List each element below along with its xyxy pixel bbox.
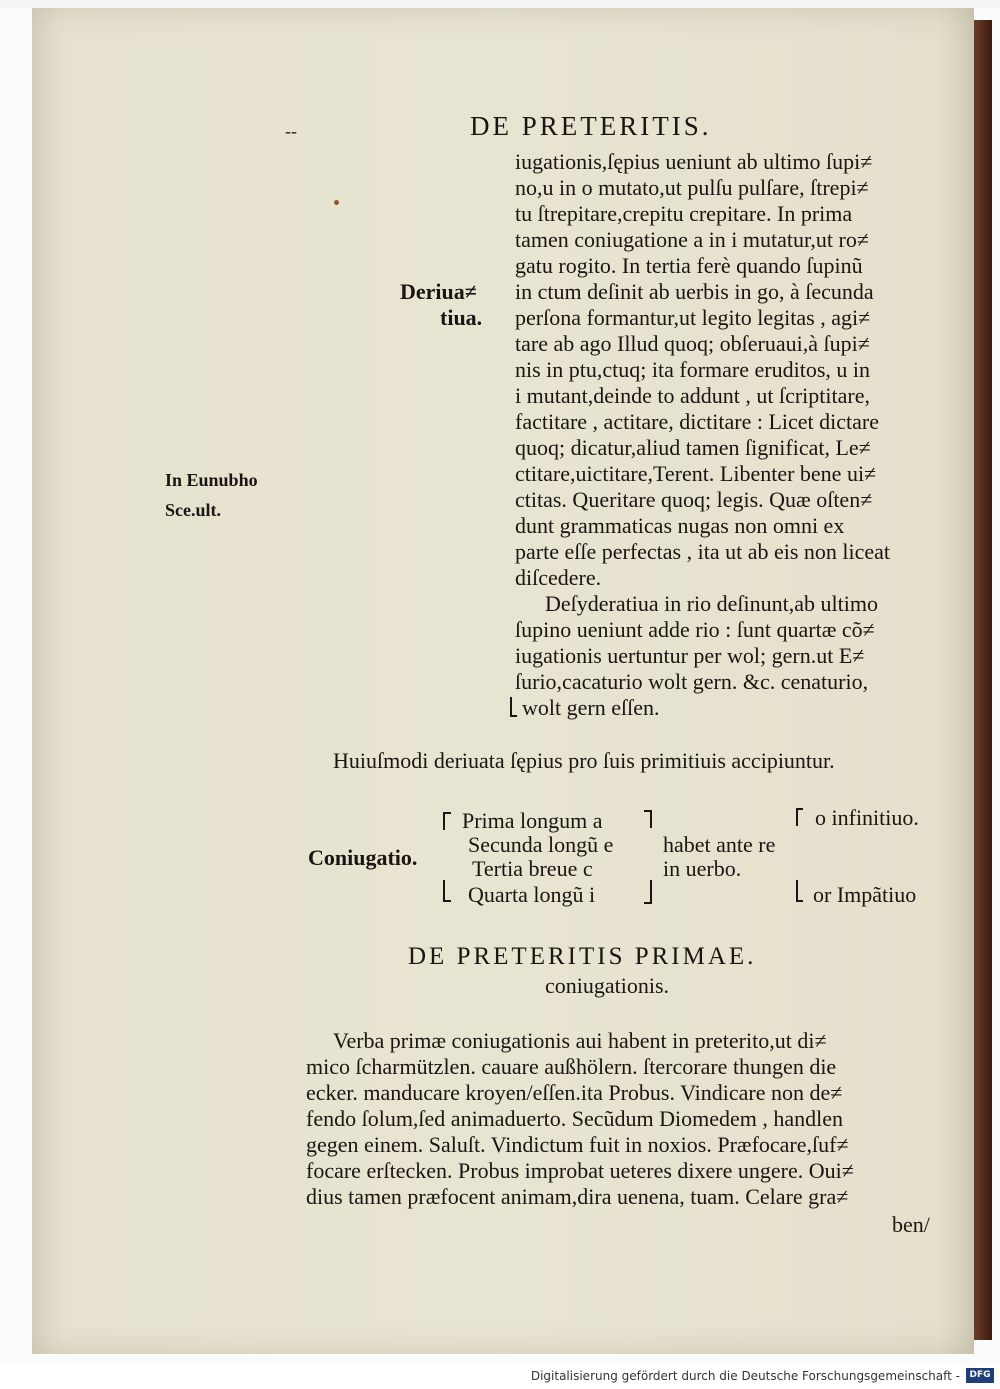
section-line: mico ſcharmützlen. cauare außhölern. ſtercorare thungen die: [306, 1054, 837, 1079]
margin-note-deriuatiua-2: tiua.: [440, 305, 483, 330]
conjugation-row: Tertia breue c: [472, 856, 593, 881]
conjugation-row: Prima longum a: [462, 808, 603, 833]
body-line: wolt gern eſſen.: [522, 695, 660, 720]
book-spine-edge: [974, 20, 992, 1340]
body-line: tamen coniugatione a in i mutatur,ut ro≠: [515, 227, 869, 252]
body-line: iugationis,ſępius ueniunt ab ultimo ſupi≠: [515, 149, 873, 174]
body-line: no,u in o mutato,ut pulſu pulſare, ſtrepi≠: [515, 175, 869, 200]
body-line: ctitare,uictitare,Terent. Libenter bene ui≠: [515, 461, 877, 486]
body-line: factitare , actitare, dictitare : Licet dictare: [515, 409, 879, 434]
right-bracket-bottom: [796, 880, 803, 902]
body-line: dunt grammaticas nugas non omni ex: [515, 513, 845, 538]
body-line: iugationis uertuntur per wol; gern.ut E≠: [515, 643, 865, 668]
scan-top-border: [0, 0, 1000, 8]
body-line: i mutant,deinde to addunt , ut ſcriptitare,: [515, 383, 870, 408]
section-line: ecker. manducare kroyen/eſſen.ita Probus. Vindicare non de≠: [306, 1080, 843, 1105]
margin-note-deriuatiua-1: Deriua≠: [400, 279, 477, 304]
digitization-footer: [0, 1364, 1000, 1389]
conjugation-row: Quarta longũ i: [468, 882, 596, 907]
body-line: parte eſſe perfectas , ita ut ab eis non liceat: [515, 539, 891, 564]
section-title: DE PRETERITIS PRIMAE.: [408, 943, 757, 970]
conjugation-label: Coniugatio.: [308, 845, 418, 870]
body-line: Deſyderatiua in rio deſinunt,ab ultimo: [545, 591, 878, 616]
section-line: fendo ſolum,ſed animaduerto. Secũdum Diomedem , handlen: [306, 1106, 844, 1131]
left-bracket-bottom: [443, 880, 451, 902]
page-header-title: DE PRETERITIS.: [470, 111, 712, 141]
conjugation-middle: in uerbo.: [663, 856, 742, 881]
body-line: tare ab ago Illud quoq; obſeruaui,à ſupi≠: [515, 331, 870, 356]
margin-note-eunuch-1: In Eunubho: [165, 470, 258, 490]
section-line: gegen einem. Saluſt. Vindictum fuit in noxios. Præfocare,ſuf≠: [306, 1132, 849, 1157]
conjugation-right: or Impãtiuo: [813, 882, 917, 907]
gloss-bracket: [510, 697, 517, 717]
section-line: focare erſtecken. Probus improbat ueteres dixere ungere. Oui≠: [306, 1158, 854, 1183]
body-line: ſurio,cacaturio wolt gern. &c. cenaturio,: [515, 669, 869, 694]
body-line: perſona formantur,ut legito legitas , agi≠: [515, 305, 871, 330]
body-line: ctitas. Queritare quoq; legis. Quæ oſten≠: [515, 487, 873, 512]
body-line: gatu rogito. In tertia ferè quando ſupinũ: [515, 253, 863, 278]
huiusmodi-line: Huiuſmodi deriuata ſępius pro ſuis primitiuis accipiuntur.: [333, 748, 835, 773]
conjugation-right: o infinitiuo.: [815, 805, 919, 830]
conjugation-row: Secunda longũ e: [468, 832, 614, 857]
body-line: ſupino ueniunt adde rio : ſunt quartæ cõ≠: [515, 617, 875, 642]
body-line: in ctum deſinit ab uerbis in go, à ſecunda: [515, 279, 874, 304]
right-bracket-top: [796, 808, 803, 826]
body-line: nis in ptu,ctuq; ita formare eruditos, u in: [515, 357, 870, 382]
footer-credit: Digitalisierung gefördert durch die Deutsche Forschungsgemeinschaft -: [530, 1369, 960, 1383]
middle-bracket-bottom: [644, 880, 652, 904]
body-line: tu ſtrepitare,crepitu crepitare. In prima: [515, 201, 853, 226]
section-subtitle: coniugationis.: [545, 973, 670, 998]
conjugation-middle: habet ante re: [663, 832, 776, 857]
margin-note-eunuch-2: Sce.ult.: [165, 500, 221, 520]
middle-bracket-top: [644, 810, 652, 828]
section-line: dius tamen præfocent animam,dira uenena, tuam. Celare gra≠: [306, 1184, 849, 1209]
catchword: ben/: [892, 1212, 930, 1237]
folio-mark: --: [285, 121, 297, 141]
body-line: diſcedere.: [515, 565, 602, 590]
left-bracket-top: [443, 812, 451, 830]
body-line: quoq; dicatur,aliud tamen ſignificat, Le≠: [515, 435, 871, 460]
section-line: Verba primæ coniugationis aui habent in preterito,ut di≠: [333, 1028, 827, 1053]
dfg-logo: DFG: [966, 1368, 994, 1383]
paper-speck: [334, 200, 339, 205]
